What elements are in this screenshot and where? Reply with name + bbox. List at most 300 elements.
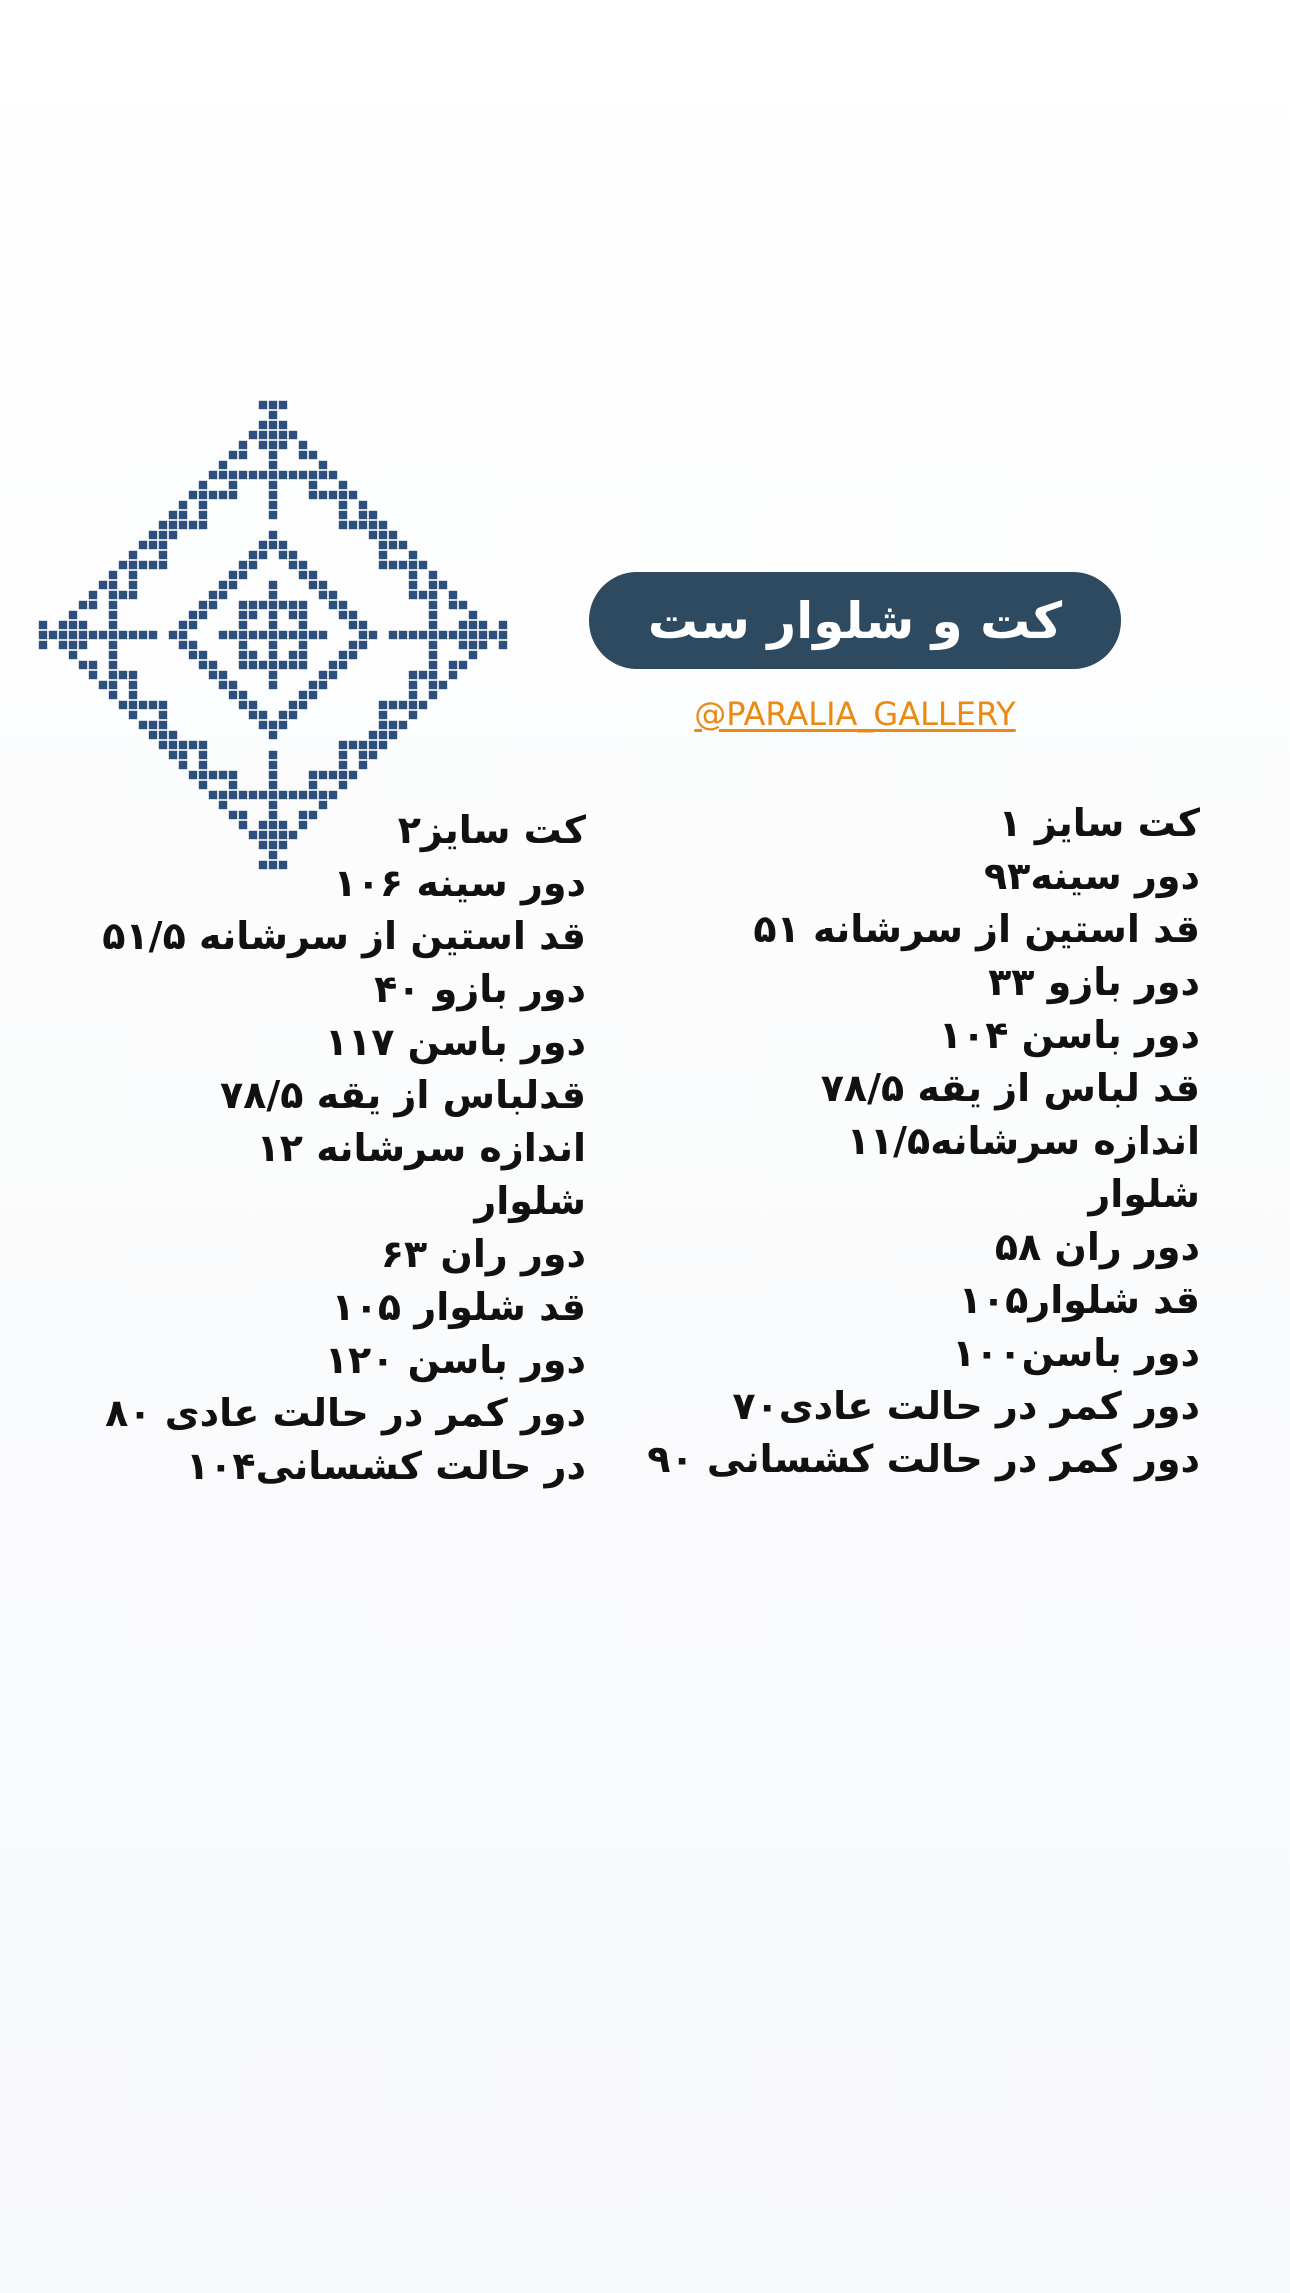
- stitch-cell: [149, 541, 157, 549]
- size-2-line: دور سینه ۱۰۶: [333, 861, 586, 905]
- stitch-cell: [279, 791, 287, 799]
- stitch-cell: [369, 521, 377, 529]
- stitch-cell: [469, 651, 477, 659]
- stitch-cell: [379, 521, 387, 529]
- stitch-cell: [409, 711, 417, 719]
- stitch-cell: [299, 451, 307, 459]
- stitch-cell: [419, 631, 427, 639]
- stitch-cell: [199, 771, 207, 779]
- stitch-cell: [429, 651, 437, 659]
- stitch-cell: [279, 661, 287, 669]
- stitch-cell: [289, 601, 297, 609]
- stitch-cell: [269, 531, 277, 539]
- stitch-cell: [269, 781, 277, 789]
- stitch-cell: [439, 681, 447, 689]
- stitch-cell: [259, 791, 267, 799]
- stitch-cell: [249, 551, 257, 559]
- stitch-cell: [479, 631, 487, 639]
- stitch-cell: [329, 591, 337, 599]
- size-1-line: دور کمر در حالت کشسانی ۹۰: [647, 1437, 1200, 1481]
- stitch-cell: [379, 561, 387, 569]
- size-1-line: دور کمر در حالت عادی۷۰: [732, 1384, 1200, 1428]
- stitch-cell: [459, 601, 467, 609]
- stitch-cell: [249, 651, 257, 659]
- stitch-cell: [199, 611, 207, 619]
- stitch-cell: [469, 621, 477, 629]
- stitch-cell: [269, 591, 277, 599]
- stitch-cell: [339, 601, 347, 609]
- stitch-cell: [269, 791, 277, 799]
- stitch-cell: [409, 581, 417, 589]
- stitch-cell: [399, 631, 407, 639]
- stitch-cell: [409, 561, 417, 569]
- stitch-cell: [269, 611, 277, 619]
- stitch-cell: [129, 561, 137, 569]
- stitch-cell: [129, 591, 137, 599]
- size-1-line: دور باسن ۱۰۴: [938, 1013, 1200, 1057]
- stitch-cell: [319, 681, 327, 689]
- stitch-cell: [299, 791, 307, 799]
- stitch-cell: [429, 611, 437, 619]
- stitch-cell: [259, 431, 267, 439]
- stitch-cell: [429, 661, 437, 669]
- size-1-measurements: [647, 797, 1200, 1486]
- stitch-cell: [379, 541, 387, 549]
- stitch-cell: [269, 511, 277, 519]
- stitch-cell: [389, 561, 397, 569]
- stitch-cell: [269, 461, 277, 469]
- stitch-cell: [249, 471, 257, 479]
- stitch-cell: [279, 401, 287, 409]
- stitch-cell: [159, 731, 167, 739]
- size-2-line: دور باسن ۱۱۷: [324, 1020, 586, 1064]
- stitch-cell: [179, 641, 187, 649]
- stitch-cell: [169, 741, 177, 749]
- stitch-cell: [429, 621, 437, 629]
- stitch-cell: [299, 471, 307, 479]
- stitch-cell: [219, 491, 227, 499]
- stitch-cell: [109, 651, 117, 659]
- size-1-line: قد استین از سرشانه ۵۱: [753, 907, 1200, 951]
- size-1-line: کت سایز ۱: [998, 801, 1200, 845]
- stitch-cell: [269, 721, 277, 729]
- stitch-cell: [159, 701, 167, 709]
- stitch-cell: [409, 551, 417, 559]
- stitch-cell: [299, 691, 307, 699]
- stitch-cell: [489, 631, 497, 639]
- stitch-cell: [259, 541, 267, 549]
- stitch-cell: [269, 641, 277, 649]
- stitch-cell: [369, 531, 377, 539]
- stitch-cell: [109, 611, 117, 619]
- stitch-cell: [109, 591, 117, 599]
- stitch-cell: [309, 691, 317, 699]
- stitch-cell: [279, 441, 287, 449]
- stitch-cell: [299, 621, 307, 629]
- stitch-cell: [429, 601, 437, 609]
- stitch-cell: [379, 531, 387, 539]
- stitch-cell: [179, 751, 187, 759]
- stitch-cell: [229, 451, 237, 459]
- stitch-cell: [359, 621, 367, 629]
- stitch-cell: [239, 571, 247, 579]
- stitch-cell: [499, 621, 507, 629]
- stitch-cell: [329, 671, 337, 679]
- size-2-measurements: [102, 804, 586, 1493]
- stitch-cell: [259, 551, 267, 559]
- stitch-cell: [199, 501, 207, 509]
- stitch-cell: [249, 601, 257, 609]
- stitch-cell: [189, 491, 197, 499]
- stitch-cell: [409, 571, 417, 579]
- stitch-cell: [239, 451, 247, 459]
- stitch-cell: [259, 721, 267, 729]
- stitch-cell: [79, 601, 87, 609]
- stitch-cell: [229, 491, 237, 499]
- stitch-cell: [399, 701, 407, 709]
- size-2-line: در حالت کشسانی۱۰۴: [186, 1444, 586, 1488]
- stitch-cell: [79, 621, 87, 629]
- stitch-cell: [329, 791, 337, 799]
- stitch-cell: [409, 671, 417, 679]
- stitch-cell: [109, 571, 117, 579]
- stitch-cell: [229, 771, 237, 779]
- stitch-cell: [169, 511, 177, 519]
- stitch-cell: [419, 671, 427, 679]
- stitch-cell: [449, 631, 457, 639]
- stitch-cell: [239, 791, 247, 799]
- cross-stitch-ornament-icon: [38, 400, 508, 870]
- stitch-cell: [459, 631, 467, 639]
- stitch-cell: [419, 701, 427, 709]
- size-2-line: اندازه سرشانه ۱۲: [256, 1126, 586, 1170]
- stitch-cell: [289, 431, 297, 439]
- stitch-cell: [199, 521, 207, 529]
- stitch-cell: [309, 791, 317, 799]
- stitch-cell: [339, 661, 347, 669]
- stitch-cell: [199, 751, 207, 759]
- stitch-cell: [269, 451, 277, 459]
- stitch-cell: [139, 721, 147, 729]
- stitch-cell: [279, 551, 287, 559]
- stitch-cell: [209, 491, 217, 499]
- size-1-line: دور بازو ۳۳: [988, 960, 1200, 1004]
- stitch-cell: [269, 601, 277, 609]
- stitch-cell: [179, 511, 187, 519]
- stitch-cell: [89, 601, 97, 609]
- stitch-cell: [299, 601, 307, 609]
- stitch-cell: [339, 771, 347, 779]
- stitch-cell: [269, 661, 277, 669]
- stitch-cell: [159, 541, 167, 549]
- stitch-cell: [89, 661, 97, 669]
- stitch-cell: [209, 661, 217, 669]
- page-title: کت و شلوار ست: [647, 591, 1063, 650]
- stitch-cell: [289, 791, 297, 799]
- stitch-cell: [139, 631, 147, 639]
- stitch-cell: [289, 651, 297, 659]
- stitch-cell: [219, 631, 227, 639]
- stitch-cell: [339, 751, 347, 759]
- stitch-cell: [109, 631, 117, 639]
- stitch-cell: [239, 601, 247, 609]
- stitch-cell: [219, 791, 227, 799]
- stitch-cell: [359, 631, 367, 639]
- stitch-cell: [289, 631, 297, 639]
- stitch-cell: [59, 631, 67, 639]
- stitch-cell: [249, 791, 257, 799]
- size-2-line: قد شلوار ۱۰۵: [331, 1285, 586, 1329]
- stitch-cell: [239, 691, 247, 699]
- stitch-cell: [109, 601, 117, 609]
- stitch-cell: [449, 671, 457, 679]
- stitch-cell: [269, 481, 277, 489]
- stitch-cell: [249, 661, 257, 669]
- stitch-cell: [169, 751, 177, 759]
- stitch-cell: [259, 661, 267, 669]
- stitch-cell: [209, 471, 217, 479]
- stitch-cell: [369, 731, 377, 739]
- size-2-line: دور کمر در حالت عادی ۸۰: [105, 1391, 586, 1435]
- size-2-line: دور ران ۶۳: [380, 1232, 586, 1276]
- stitch-cell: [149, 561, 157, 569]
- stitch-cell: [139, 701, 147, 709]
- stitch-cell: [329, 471, 337, 479]
- stitch-cell: [269, 751, 277, 759]
- stitch-cell: [69, 651, 77, 659]
- stitch-cell: [249, 711, 257, 719]
- size-2-line: شلوار: [474, 1179, 586, 1223]
- stitch-cell: [189, 621, 197, 629]
- stitch-cell: [469, 631, 477, 639]
- stitch-cell: [449, 601, 457, 609]
- stitch-cell: [79, 641, 87, 649]
- stitch-cell: [199, 741, 207, 749]
- stitch-cell: [159, 561, 167, 569]
- stitch-cell: [59, 621, 67, 629]
- stitch-cell: [239, 641, 247, 649]
- stitch-cell: [239, 621, 247, 629]
- stitch-cell: [199, 511, 207, 519]
- stitch-cell: [179, 631, 187, 639]
- stitch-cell: [49, 631, 57, 639]
- stitch-cell: [259, 401, 267, 409]
- stitch-cell: [219, 771, 227, 779]
- stitch-cell: [349, 771, 357, 779]
- stitch-cell: [249, 611, 257, 619]
- stitch-cell: [329, 661, 337, 669]
- stitch-cell: [359, 641, 367, 649]
- stitch-cell: [339, 781, 347, 789]
- stitch-cell: [259, 631, 267, 639]
- stitch-cell: [259, 711, 267, 719]
- stitch-cell: [109, 671, 117, 679]
- stitch-cell: [309, 451, 317, 459]
- stitch-cell: [209, 791, 217, 799]
- stitch-cell: [449, 591, 457, 599]
- stitch-cell: [269, 401, 277, 409]
- stitch-cell: [139, 561, 147, 569]
- stitch-cell: [79, 631, 87, 639]
- stitch-cell: [409, 701, 417, 709]
- stitch-cell: [209, 591, 217, 599]
- stitch-cell: [299, 631, 307, 639]
- stitch-cell: [369, 751, 377, 759]
- stitch-cell: [99, 631, 107, 639]
- stitch-cell: [319, 471, 327, 479]
- stitch-cell: [419, 591, 427, 599]
- stitch-cell: [499, 641, 507, 649]
- stitch-cell: [69, 611, 77, 619]
- stitch-cell: [249, 561, 257, 569]
- title-badge: [589, 572, 1121, 669]
- size-1-line: قد لباس از یقه ۷۸/۵: [820, 1066, 1200, 1110]
- stitch-cell: [349, 641, 357, 649]
- stitch-cell: [159, 741, 167, 749]
- stitch-cell: [129, 691, 137, 699]
- stitch-cell: [119, 561, 127, 569]
- stitch-cell: [309, 631, 317, 639]
- stitch-cell: [159, 551, 167, 559]
- stitch-cell: [299, 641, 307, 649]
- stitch-cell: [269, 581, 277, 589]
- stitch-cell: [479, 621, 487, 629]
- stitch-cell: [449, 661, 457, 669]
- stitch-cell: [229, 791, 237, 799]
- size-1-line: دور ران ۵۸: [994, 1225, 1200, 1269]
- stitch-cell: [219, 591, 227, 599]
- stitch-cell: [319, 491, 327, 499]
- stitch-cell: [309, 471, 317, 479]
- stitch-cell: [109, 681, 117, 689]
- stitch-cell: [229, 631, 237, 639]
- stitch-cell: [69, 621, 77, 629]
- stitch-cell: [269, 501, 277, 509]
- stitch-cell: [199, 491, 207, 499]
- stitch-cell: [259, 441, 267, 449]
- stitch-cell: [259, 601, 267, 609]
- stitch-cell: [129, 571, 137, 579]
- stitch-cell: [319, 791, 327, 799]
- stitch-cell: [109, 641, 117, 649]
- size-1-line: شلوار: [1088, 1172, 1200, 1216]
- stitch-cell: [349, 521, 357, 529]
- stitch-cell: [129, 701, 137, 709]
- stitch-cell: [199, 661, 207, 669]
- stitch-cell: [89, 671, 97, 679]
- stitch-cell: [239, 631, 247, 639]
- stitch-cell: [369, 631, 377, 639]
- stitch-cell: [289, 471, 297, 479]
- stitch-cell: [269, 651, 277, 659]
- stitch-cell: [169, 521, 177, 529]
- stitch-cell: [229, 571, 237, 579]
- stitch-cell: [309, 581, 317, 589]
- stitch-cell: [239, 611, 247, 619]
- stitch-cell: [129, 671, 137, 679]
- stitch-cell: [359, 761, 367, 769]
- stitch-cell: [299, 441, 307, 449]
- stitch-cell: [199, 481, 207, 489]
- stitch-cell: [149, 731, 157, 739]
- stitch-cell: [339, 481, 347, 489]
- stitch-cell: [239, 701, 247, 709]
- stitch-cell: [169, 531, 177, 539]
- stitch-cell: [269, 681, 277, 689]
- stitch-cell: [249, 431, 257, 439]
- stitch-cell: [439, 631, 447, 639]
- stitch-cell: [89, 631, 97, 639]
- stitch-cell: [189, 651, 197, 659]
- stitch-cell: [259, 421, 267, 429]
- stitch-cell: [429, 681, 437, 689]
- stitch-cell: [59, 641, 67, 649]
- size-1-line: اندازه سرشانه۱۱/۵: [846, 1119, 1200, 1163]
- stitch-cell: [299, 661, 307, 669]
- stitch-cell: [319, 631, 327, 639]
- stitch-cell: [409, 591, 417, 599]
- stitch-cell: [129, 581, 137, 589]
- stitch-cell: [189, 771, 197, 779]
- stitch-cell: [439, 581, 447, 589]
- stitch-cell: [119, 671, 127, 679]
- stitch-cell: [109, 621, 117, 629]
- stitch-cell: [99, 681, 107, 689]
- stitch-cell: [309, 491, 317, 499]
- stitch-cell: [179, 521, 187, 529]
- stitch-cell: [269, 761, 277, 769]
- stitch-cell: [169, 631, 177, 639]
- stitch-cell: [339, 521, 347, 529]
- stitch-cell: [359, 751, 367, 759]
- stitch-cell: [109, 581, 117, 589]
- stitch-cell: [279, 421, 287, 429]
- stitch-cell: [459, 661, 467, 669]
- stitch-cell: [269, 731, 277, 739]
- stitch-cell: [39, 631, 47, 639]
- stitch-cell: [309, 681, 317, 689]
- stitch-cell: [379, 731, 387, 739]
- stitch-cell: [369, 511, 377, 519]
- stitch-cell: [179, 501, 187, 509]
- stitch-cell: [429, 631, 437, 639]
- stitch-cell: [339, 651, 347, 659]
- instagram-handle-link[interactable]: @PARALIA_GALLERY: [694, 695, 1016, 733]
- size-1-line: دور باسن۱۰۰: [952, 1331, 1200, 1375]
- stitch-cell: [429, 581, 437, 589]
- stitch-cell: [269, 421, 277, 429]
- stitch-cell: [319, 461, 327, 469]
- stitch-cell: [199, 761, 207, 769]
- stitch-cell: [279, 631, 287, 639]
- stitch-cell: [389, 731, 397, 739]
- stitch-cell: [99, 581, 107, 589]
- stitch-cell: [339, 491, 347, 499]
- stitch-cell: [169, 731, 177, 739]
- stitch-cell: [319, 581, 327, 589]
- stitch-cell: [219, 681, 227, 689]
- stitch-cell: [219, 581, 227, 589]
- stitch-cell: [329, 601, 337, 609]
- stitch-cell: [339, 761, 347, 769]
- stitch-cell: [279, 541, 287, 549]
- stitch-cell: [39, 641, 47, 649]
- stitch-cell: [229, 681, 237, 689]
- stitch-cell: [229, 581, 237, 589]
- stitch-cell: [219, 461, 227, 469]
- stitch-cell: [399, 541, 407, 549]
- stitch-cell: [299, 571, 307, 579]
